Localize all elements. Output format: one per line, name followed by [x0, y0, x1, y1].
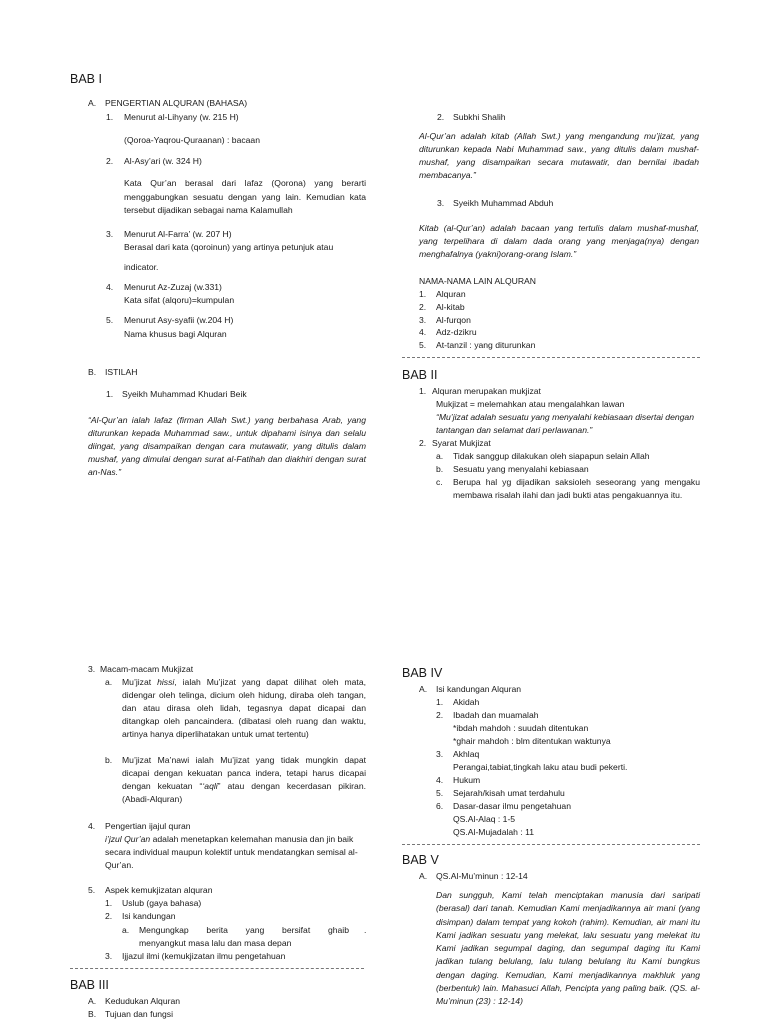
item-number: 4. — [106, 282, 114, 292]
definition-quote: “Al-Qur’an ialah lafaz (firman Allah Swt.) yang berbahasa Arab, yang diturunkan kepada Muhammad saw., untuk dipahami isinya dan selalu diingat, yang disampaikan dengan cara mutawatir, yang ditulis dalam mushaf, yang dimulai dengan surat al-Fatihah dan diakhiri dengan surat an-Nas.” — [88, 415, 366, 477]
sub-item-dot: . — [364, 925, 367, 935]
text-run: Mu’jizat — [122, 677, 158, 687]
item-number: 5. — [106, 315, 114, 325]
item-number: 2. — [419, 438, 427, 448]
item-body: Kata Qur’an berasal dari lafaz (Qorona) yang berarti menggabungkan sesuatu dengan yang lain. Kemudian kata tersebut dijadikan sebagai nama Kalamullah — [124, 178, 366, 215]
section-divider — [402, 357, 700, 358]
text-run: ” atau dengan kecerdasan pikiran. (Abadi-Alquran) — [122, 781, 366, 804]
list-number: 4. — [419, 327, 427, 338]
sub-note: Perangai,tabiat,tingkah laku atau budi pekerti. — [453, 762, 628, 772]
item-number: 3. — [106, 229, 114, 239]
mukjizat-manawi — [122, 754, 366, 806]
item-title: Subkhi Shalih — [453, 112, 506, 122]
sub-item: Sesuatu yang menyalahi kebiasaan — [453, 464, 589, 474]
item-title: Alquran merupakan mukjizat — [432, 386, 541, 396]
item-title: Al-Asy’ari (w. 324 H) — [124, 156, 202, 166]
sub-letter: B. — [88, 1009, 97, 1019]
sub-letter: a. — [436, 451, 444, 461]
sub-item: Berupa hal yg dijadikan saksioleh seseorang yang mengaku membawa risalah ilahi dan jadi bukti atas pengakuannya itu. — [453, 477, 700, 500]
sub-note: *ghair mahdoh : blm ditentukan waktunya — [453, 736, 611, 746]
section-divider — [402, 844, 700, 845]
list-item: At-tanzil : yang diturunkan — [436, 340, 536, 351]
item-number: 1. — [436, 697, 444, 707]
item-number: 2. — [105, 911, 113, 921]
item-title: Syeikh Muhammad Khudari Beik — [122, 389, 247, 399]
sub-item: Isi kandungan — [122, 911, 176, 921]
item-number: 5. — [88, 885, 96, 895]
text-run: adalah menetapkan kelemahan manusia dan jin baik secara individual maupun kolektif untuk mendatangkan semisal al-Qur’an. — [105, 834, 358, 870]
bab3-title: BAB III — [70, 978, 109, 992]
text-run: , ialah Mu’jizat yang dapat dilihat oleh mata, didengar oleh telinga, dicium oleh hidung, diraba oleh tangan, dan atau dirasa oleh lidah, tegasnya dapat dicapai dan ditangkap oleh pancaindera. (dibatasi oleh ruang dan waktu, artinya hanya diperlihatakan untuk umat tertentu) — [122, 677, 366, 739]
verse-translation: Dan sungguh, Kami telah menciptakan manusia dari saripati (berasal) dari tanah. Kemudian Kami menjadikannya air mani (yang disimpan) dalam tempat yang kokoh (rahim). Kemudian, air mani itu Kami jadikan sesuatu yang melekat, lalu sesuatu yang melekat itu Kami jadikan segumpal daging, dan segumpal daging itu Kami jadikan tulang belulang, lalu tulang belulang itu Kami bungkus dengan daging. Kemudian, Kami menjadikannya makhluk yang (berbentuk) lain. Mahasuci Allah, Pencipta yang paling baik. (QS. al-Mu’minun (23) : 12-14) — [436, 890, 700, 1007]
sub-item: Akhlaq — [453, 749, 480, 759]
item-body: Nama khusus bagi Alquran — [124, 329, 227, 339]
sub-item: menyangkut masa lalu dan masa depan — [139, 938, 292, 948]
sub-item: Ibadah dan muamalah — [453, 710, 539, 720]
text-run: ‘aqli — [202, 781, 218, 791]
list-number: 5. — [419, 340, 427, 351]
sub-item: QS.Al-Mu’minun : 12-14 — [436, 871, 528, 881]
bab5-title: BAB V — [402, 853, 439, 867]
sub-letter: A. — [419, 871, 428, 881]
item-title: Syeikh Muhammad Abduh — [453, 198, 554, 208]
ijaz-definition — [105, 833, 367, 872]
sub-note: *ibdah mahdoh : suudah ditentukan — [453, 723, 589, 733]
list-item: Alquran — [436, 289, 466, 299]
text-run: hissi — [157, 677, 175, 687]
sub-letter: a. — [122, 925, 130, 935]
item-number: 6. — [436, 801, 444, 811]
item-title: Pengertian ijajul quran — [105, 821, 191, 831]
list-number: 2. — [419, 301, 427, 312]
sub-letter: a. — [105, 677, 113, 687]
item-number: 5. — [436, 788, 444, 798]
section-b-letter: B. — [88, 367, 97, 377]
section-a-letter: A. — [88, 98, 97, 108]
sub-note: QS.Al-Mujadalah : 11 — [453, 827, 535, 837]
item-body: Kata sifat (alqoru)=kumpulan — [124, 295, 235, 305]
text-run: i’jzul Qur’an — [105, 834, 151, 844]
sub-item: Tujuan dan fungsi — [105, 1009, 174, 1019]
item-number: 4. — [436, 775, 444, 785]
list-number: 1. — [419, 289, 427, 299]
list-item: Al-furqon — [436, 314, 471, 325]
item-number: 2. — [437, 112, 445, 122]
names-heading: NAMA-NAMA LAIN ALQURAN — [419, 276, 536, 286]
bab4-title: BAB IV — [402, 666, 443, 680]
item-title: Aspek kemukjizatan alquran — [105, 885, 213, 895]
definition-quote: Al-Qur’an adalah kitab (Allah Swt.) yang mengandung mu’jizat, yang diturunkan kepada Nabi Muhammad saw., yang ditulis dalam mushaf-mushaf, yang disampaikan secara mutawatir, dan bernilai ibadah membacanya.” — [419, 131, 699, 180]
item-title: Menurut al-Lihyany (w. 215 H) — [124, 112, 239, 122]
section-b-heading: ISTILAH — [105, 367, 138, 377]
bab1-title: BAB I — [70, 72, 102, 86]
mukjizat-hissi — [122, 676, 366, 741]
sub-letter: A. — [88, 996, 97, 1006]
sub-item: Tidak sanggup dilakukan oleh siapapun selain Allah — [453, 451, 650, 461]
item-number: 3. — [437, 198, 445, 208]
list-number: 3. — [419, 314, 427, 325]
item-number: 1. — [105, 898, 113, 908]
item-number: 2. — [436, 710, 444, 720]
sub-letter: A. — [419, 684, 428, 694]
list-item: Al-kitab — [436, 301, 465, 312]
item-number: 3. — [88, 664, 96, 674]
sub-letter: c. — [436, 477, 443, 487]
sub-item: Kedudukan Alquran — [105, 996, 181, 1006]
section-divider — [70, 968, 364, 969]
section-a-heading: PENGERTIAN ALQURAN (BAHASA) — [105, 98, 248, 108]
item-title: Menurut Al-Farra’ (w. 207 H) — [124, 229, 232, 239]
item-number: 3. — [105, 951, 113, 961]
sub-letter: b. — [105, 755, 113, 765]
sub-item: Uslub (gaya bahasa) — [122, 898, 202, 908]
sub-item: Mengungkap berita yang bersifat ghaib — [139, 925, 349, 935]
definition-quote: Kitab (al-Qur’an) adalah bacaan yang tertulis dalam mushaf-mushaf, yang terpelihara di dalam dada orang yang menjaga(nya) dengan menghafalnya (yakni)orang-orang Islam.” — [419, 223, 699, 259]
bab2-title: BAB II — [402, 368, 438, 382]
sub-item: Dasar-dasar ilmu pengetahuan — [453, 801, 571, 811]
item-number: 4. — [88, 821, 96, 831]
item-title: Menurut Az-Zuzaj (w.331) — [124, 282, 222, 292]
item-title: Menurut Asy-syafii (w.204 H) — [124, 315, 234, 325]
item-body: (Qoroa-Yaqrou-Quraanan) : bacaan — [124, 135, 260, 145]
definition-quote: “Mu’jizat adalah sesuatu yang menyalahi kebiasaan disertai dengan tantangan dan selamat dari perlawanan.” — [436, 412, 694, 435]
item-number: 2. — [106, 156, 114, 166]
item-title: Syarat Mukjizat — [432, 438, 491, 448]
item-body: Mukjizat = melemahkan atau mengalahkan lawan — [436, 399, 625, 409]
item-body: indicator. — [124, 262, 159, 272]
text-run: Mu’jizat Ma’nawi ialah Mu’jizat yang tidak mungkin dapat dicapai dengan kekuatan panca indera, tetapi harus dicapai dengan kekuatan “ — [122, 755, 366, 791]
names-list — [419, 288, 535, 352]
item-body: Berasal dari kata (qoroinun) yang artinya petunjuk atau — [124, 242, 334, 252]
item-title: Macam-macam Mukjizat — [100, 664, 194, 674]
sub-item: Isi kandungan Alquran — [436, 684, 522, 694]
sub-note: QS.Al-Alaq : 1-5 — [453, 814, 516, 824]
sub-item: Ijjazul ilmi (kemukjizatan ilmu pengetahuan — [122, 951, 286, 961]
sub-item: Sejarah/kisah umat terdahulu — [453, 788, 565, 798]
item-number: 1. — [419, 386, 427, 396]
item-number: 3. — [436, 749, 444, 759]
item-number: 1. — [106, 112, 114, 122]
list-item: Adz-dzikru — [436, 327, 477, 338]
sub-letter: b. — [436, 464, 444, 474]
sub-item: Akidah — [453, 697, 480, 707]
sub-item: Hukum — [453, 775, 481, 785]
item-number: 1. — [106, 389, 114, 399]
